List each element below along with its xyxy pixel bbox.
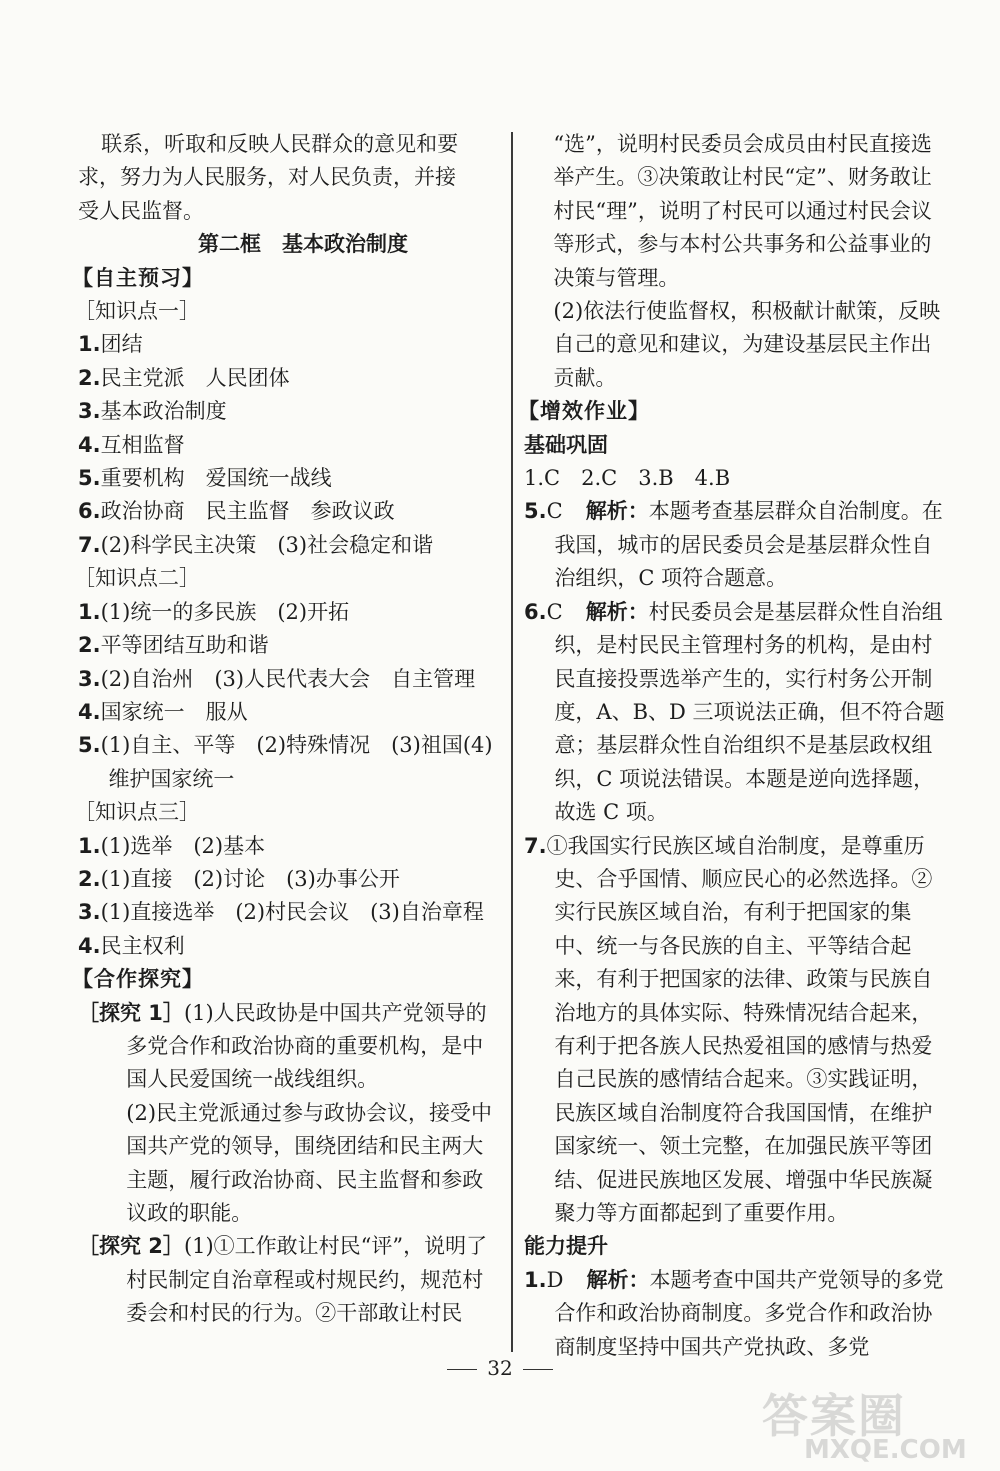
- list-item: 4.互相监督: [78, 432, 185, 457]
- column-divider: [511, 132, 513, 1352]
- kp3-list: [78, 830, 498, 964]
- list-item: 2.民主党派 人民团体: [78, 365, 290, 390]
- list-item: 1.(1)选举 (2)基本: [78, 833, 266, 858]
- kp2-list: [78, 596, 498, 796]
- inquiry-2-b: (2)依法行使监督权，积极献计献策，反映自己的意见和建议，为建设基层民主作出贡献。: [553, 299, 941, 390]
- heading-homework: 【增效作业】: [518, 399, 650, 424]
- list-item: 5.重要机构 爱国统一战线: [78, 466, 332, 491]
- subheading-advanced: 能力提升: [524, 1234, 608, 1259]
- list-item: 6.政治协商 民主监督 参政议政: [78, 499, 395, 524]
- intro-line-1: 联系，听取和反映人民群众的意见和要: [101, 132, 459, 156]
- list-item: 3.(1)直接选举 (2)村民会议 (3)自治章程: [78, 900, 484, 925]
- inquiry-2-a: ［探究 2］(1)①工作敢让村民“评”，说明了村民制定自治章程或村规民约，规范村委会和村民的行为。②干部敢让村民: [78, 1234, 488, 1326]
- list-item: 3.(2)自治州 (3)人民代表大会 自主管理: [78, 666, 476, 691]
- question-7: 7.①我国实行民族区域自治制度，是尊重历史、合乎国情、顺应民心的必然选择。②实行民族区域自治，有利于把国家的集中、统一与各民族的自主、平等结合起来，有利于把国家的法律、政策与民族自治地方的具体实际、特殊情况结合起来，有利于把各族人民热爱祖国的感情与热爱自己民族的感情结合起来。③实践证明，民族区域自治制度符合我国国情，在维护国家统一、领土完整，在加强民族平等团结、促进民族地区发展、增强中华民族凝聚力等方面都起到了重要作用。: [524, 833, 933, 1225]
- knowledge-point-3: ［知识点三］: [74, 800, 200, 825]
- question-6: 6.C 解析：村民委员会是基层群众性自治组织，是村民民主管理村务的机构，是由村民直接投票选举产生的，实行村务公开制度，A、B、D 三项说法正确，但不符合题意；基层群众性自治组织不是基层政权组织，C 项说法错误。本题是逆向选择题，故选 C 项。: [524, 599, 945, 825]
- heading-preview: 【自主预习】: [72, 265, 204, 290]
- list-item: 7.(2)科学民主决策 (3)社会稳定和谐: [78, 532, 434, 557]
- kp1-list: [78, 328, 498, 562]
- page-number: 32: [0, 1356, 1000, 1380]
- list-item: 2.(1)直接 (2)讨论 (3)办事公开: [78, 866, 400, 891]
- list-item: 1.(1)统一的多民族 (2)开拓: [78, 599, 350, 624]
- watermark-logo: 答案圈 MXQE.COM: [762, 1389, 967, 1465]
- intro-line-2: 求，努力为人民服务，对人民负责，并接: [78, 165, 456, 190]
- list-item: 5.(1)自主、平等 (2)特殊情况 (3)祖国(4)维护国家统一: [78, 733, 493, 791]
- list-item: 4.民主权利: [78, 933, 185, 958]
- subheading-basic: 基础巩固: [524, 432, 608, 457]
- question-1-advanced: 1.D 解析：本题考查中国共产党领导的多党合作和政治协商制度。多党合作和政治协商制度坚持中国共产党执政、多党: [524, 1267, 944, 1359]
- heading-cooperation: 【合作探究】: [72, 967, 204, 992]
- list-item: 2.平等团结互助和谐: [78, 633, 269, 658]
- left-column: [72, 128, 498, 1331]
- inquiry-1-a: ［探究 1］(1)人民政协是中国共产党领导的多党合作和政治协商的重要机构，是中国人民爱国统一战线组织。: [78, 1000, 487, 1092]
- section-title: 第二框 基本政治制度: [198, 232, 408, 257]
- knowledge-point-1: ［知识点一］: [74, 299, 200, 324]
- knowledge-point-2: ［知识点二］: [74, 566, 200, 591]
- intro-line-3: 受人民监督。: [78, 198, 204, 223]
- list-item: 4.国家统一 服从: [78, 699, 248, 724]
- answers-1-4: 1.C 2.C 3.B 4.B: [524, 466, 731, 491]
- right-column: [518, 128, 948, 1364]
- question-5: 5.C 解析：本题考查基层群众自治制度。在我国，城市的居民委员会是基层群众性自治组织，C 项符合题意。: [524, 499, 943, 591]
- list-item: 1.团结: [78, 332, 143, 357]
- inquiry-1-b: (2)民主党派通过参与政协会议，接受中国共产党的领导，围绕团结和民主两大主题，履行政治协商、民主监督和参政议政的职能。: [126, 1100, 493, 1225]
- inquiry-2-cont: “选”，说明村民委员会成员由村民直接选举产生。③决策敢让村民“定”、财务敢让村民“理”，说明了村民可以通过村民会议等形式，参与本村公共事务和公益事业的决策与管理。: [553, 132, 932, 290]
- list-item: 3.基本政治制度: [78, 399, 227, 424]
